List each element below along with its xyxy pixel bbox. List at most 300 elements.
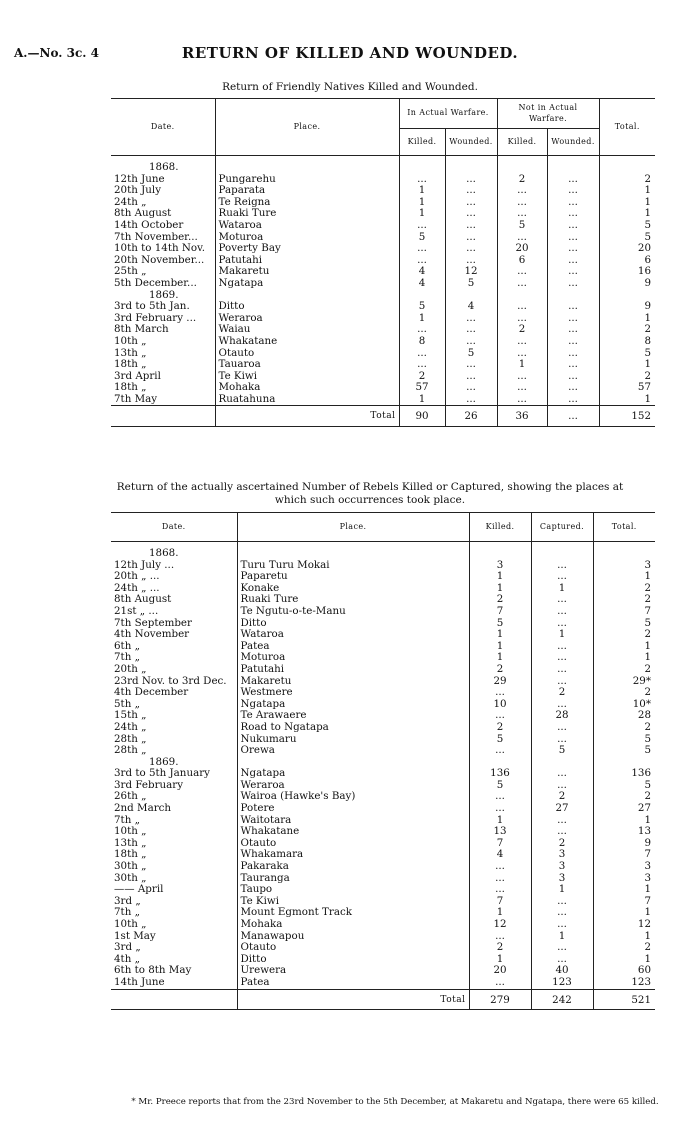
place-cell: Te Ngutu-o-te-Manu bbox=[237, 606, 469, 618]
place-cell: Pungarehu bbox=[215, 174, 399, 186]
year-label: 1869. bbox=[149, 289, 179, 301]
col-date: Date. bbox=[111, 99, 215, 156]
total-cell: 2 bbox=[599, 174, 655, 186]
captured-cell: ... bbox=[531, 699, 593, 711]
wounded-not-in-warfare-cell: ... bbox=[547, 243, 599, 255]
killed-in-warfare-cell: 5 bbox=[399, 232, 445, 244]
table-row bbox=[111, 324, 655, 336]
place-cell: Paparetu bbox=[237, 571, 469, 583]
table-row bbox=[111, 954, 655, 966]
total-cell: 3 bbox=[593, 560, 655, 572]
empty-cell bbox=[445, 290, 497, 302]
table-row bbox=[111, 965, 655, 977]
date-cell: 12th June bbox=[114, 173, 165, 185]
col-killed: Killed. bbox=[497, 128, 547, 155]
date-cell: 20th November... bbox=[114, 254, 205, 266]
captured-cell: 40 bbox=[531, 965, 593, 977]
date-cell: 3rd „ bbox=[114, 942, 141, 954]
wounded-in-warfare-cell: 4 bbox=[445, 301, 497, 313]
footnote: * Mr. Preece reports that from the 23rd November to the 5th December, at Makaretu and Ngatapa, there were 65 killed. bbox=[131, 1097, 659, 1107]
killed-in-warfare-cell: 2 bbox=[399, 371, 445, 383]
killed-in-warfare-cell: 1 bbox=[399, 185, 445, 197]
wounded-not-in-warfare-cell: ... bbox=[547, 371, 599, 383]
total-cell: 5 bbox=[593, 734, 655, 746]
total-cell: 2 bbox=[593, 722, 655, 734]
place-cell: Pakaraka bbox=[237, 861, 469, 873]
place-cell: Moturoa bbox=[215, 232, 399, 244]
killed-cell: 20 bbox=[469, 965, 531, 977]
table-row bbox=[111, 382, 655, 394]
total-cell: 3 bbox=[593, 861, 655, 873]
wounded-not-in-warfare-cell: ... bbox=[547, 220, 599, 232]
wounded-in-warfare-cell: ... bbox=[445, 197, 497, 209]
killed-not-in-warfare-cell: ... bbox=[497, 185, 547, 197]
place-cell: Tauaroa bbox=[215, 359, 399, 371]
total-cell: 3 bbox=[593, 873, 655, 885]
col-not-in-actual-warfare: Not in Actual Warfare. bbox=[497, 99, 599, 129]
place-cell: Ditto bbox=[237, 618, 469, 630]
captured-cell: 1 bbox=[531, 931, 593, 943]
table-row bbox=[111, 220, 655, 232]
total-cell: 2 bbox=[593, 664, 655, 676]
date-cell: 28th „ bbox=[114, 733, 147, 745]
killed-not-in-warfare-cell: ... bbox=[497, 266, 547, 278]
table-row bbox=[111, 803, 655, 815]
table-row bbox=[111, 815, 655, 827]
date-cell: 3rd „ bbox=[114, 895, 141, 907]
killed-cell: 1 bbox=[469, 954, 531, 966]
empty-cell bbox=[497, 162, 547, 174]
grand-total: 521 bbox=[593, 989, 655, 1010]
table-row bbox=[111, 594, 655, 606]
place-cell: Te Kiwi bbox=[215, 371, 399, 383]
captured-cell: 3 bbox=[531, 861, 593, 873]
captured-cell: ... bbox=[531, 618, 593, 630]
wounded-not-in-warfare-cell: ... bbox=[547, 266, 599, 278]
killed-not-in-warfare-cell: 2 bbox=[497, 174, 547, 186]
table-row bbox=[111, 722, 655, 734]
empty-cell bbox=[599, 162, 655, 174]
table-row bbox=[111, 768, 655, 780]
date-cell: 24th „ ... bbox=[114, 582, 160, 594]
killed-in-warfare-cell: 4 bbox=[399, 278, 445, 290]
date-cell: 20th July bbox=[114, 185, 162, 197]
date-cell: —— April bbox=[114, 884, 164, 896]
place-cell: Wataroa bbox=[215, 220, 399, 232]
date-cell: 25th „ bbox=[114, 266, 147, 278]
wounded-in-warfare-cell: ... bbox=[445, 255, 497, 267]
killed-cell: 1 bbox=[469, 815, 531, 827]
total-cell: 13 bbox=[593, 826, 655, 838]
table-row bbox=[111, 313, 655, 325]
total-cell: 1 bbox=[593, 815, 655, 827]
killed-cell: 1 bbox=[469, 907, 531, 919]
table-row bbox=[111, 873, 655, 885]
captured-cell: 28 bbox=[531, 710, 593, 722]
captured-cell: ... bbox=[531, 907, 593, 919]
total-cell: 2 bbox=[593, 687, 655, 699]
captured-cell: ... bbox=[531, 734, 593, 746]
wounded-in-warfare-cell: ... bbox=[445, 371, 497, 383]
wounded-not-in-warfare-cell: ... bbox=[547, 348, 599, 360]
table-row bbox=[111, 884, 655, 896]
table-row bbox=[111, 931, 655, 943]
killed-not-in-warfare-cell: ... bbox=[497, 394, 547, 406]
total-cell: 1 bbox=[593, 641, 655, 653]
killed-cell: ... bbox=[469, 687, 531, 699]
table-row bbox=[111, 371, 655, 383]
table-row bbox=[111, 359, 655, 371]
wounded-in-warfare-cell: ... bbox=[445, 336, 497, 348]
table-row bbox=[111, 348, 655, 360]
killed-cell: 29 bbox=[469, 676, 531, 688]
table-row bbox=[111, 734, 655, 746]
killed-cell: ... bbox=[469, 977, 531, 989]
date-cell: 4th November bbox=[114, 629, 190, 641]
place-cell: Ditto bbox=[237, 954, 469, 966]
killed-not-in-warfare-cell: ... bbox=[497, 197, 547, 209]
empty-cell bbox=[399, 162, 445, 174]
place-cell: Taupo bbox=[237, 884, 469, 896]
empty-cell bbox=[111, 406, 215, 427]
table-row bbox=[111, 907, 655, 919]
date-cell: 14th October bbox=[114, 219, 184, 231]
total-cell: 12 bbox=[593, 919, 655, 931]
killed-in-warfare-cell: 1 bbox=[399, 394, 445, 406]
total-cell: 1 bbox=[599, 394, 655, 406]
wounded-not-in-warfare-cell: ... bbox=[547, 313, 599, 325]
killed-cell: 2 bbox=[469, 664, 531, 676]
date-cell: 18th „ bbox=[114, 359, 147, 371]
date-cell: 12th July ... bbox=[114, 559, 175, 571]
grand-total: 152 bbox=[599, 406, 655, 427]
place-cell: Orewa bbox=[237, 745, 469, 757]
place-cell: Road to Ngatapa bbox=[237, 722, 469, 734]
total-cell: 2 bbox=[593, 791, 655, 803]
date-cell: 3rd February bbox=[114, 779, 184, 791]
killed-in-warfare-cell: 57 bbox=[399, 382, 445, 394]
killed-not-in-warfare-cell: 20 bbox=[497, 243, 547, 255]
killed-cell: 10 bbox=[469, 699, 531, 711]
captured-cell: ... bbox=[531, 942, 593, 954]
date-cell: 20th „ bbox=[114, 663, 147, 675]
wounded-not-in-warfare-cell: ... bbox=[547, 255, 599, 267]
date-cell: 21st „ ... bbox=[114, 605, 159, 617]
table-row bbox=[111, 336, 655, 348]
captured-cell: ... bbox=[531, 652, 593, 664]
place-cell: Otauto bbox=[215, 348, 399, 360]
place-cell: Waitotara bbox=[237, 815, 469, 827]
table-row bbox=[111, 629, 655, 641]
table-row bbox=[111, 618, 655, 630]
wounded-in-warfare-cell: ... bbox=[445, 313, 497, 325]
date-cell: 7th „ bbox=[114, 652, 140, 664]
captured-cell: ... bbox=[531, 676, 593, 688]
col-killed: Killed. bbox=[469, 513, 531, 542]
total-cell: 9 bbox=[593, 838, 655, 850]
place-cell: Otauto bbox=[237, 942, 469, 954]
killed-cell: ... bbox=[469, 861, 531, 873]
killed-in-warfare-cell: 5 bbox=[399, 301, 445, 313]
place-cell: Ruatahuna bbox=[215, 394, 399, 406]
date-cell: 6th „ bbox=[114, 640, 140, 652]
total-cell: 1 bbox=[593, 954, 655, 966]
place-cell: Mohaka bbox=[237, 919, 469, 931]
wounded-not-in-warfare-cell: ... bbox=[547, 382, 599, 394]
col-captured: Captured. bbox=[531, 513, 593, 542]
killed-cell: 7 bbox=[469, 896, 531, 908]
date-cell: 7th November... bbox=[114, 231, 198, 243]
killed-in-warfare-cell: ... bbox=[399, 174, 445, 186]
total-killed: 279 bbox=[469, 989, 531, 1010]
empty-cell bbox=[111, 989, 237, 1010]
wounded-in-warfare-cell: ... bbox=[445, 185, 497, 197]
table-row bbox=[111, 687, 655, 699]
total-row bbox=[111, 989, 655, 1010]
date-cell: 18th „ bbox=[114, 849, 147, 861]
killed-cell: 1 bbox=[469, 652, 531, 664]
empty-cell bbox=[547, 162, 599, 174]
captured-cell: ... bbox=[531, 780, 593, 792]
killed-cell: 5 bbox=[469, 618, 531, 630]
table-row bbox=[111, 583, 655, 595]
year-label: 1868. bbox=[149, 162, 179, 173]
date-cell: 10th „ bbox=[114, 919, 147, 930]
year-row bbox=[111, 162, 655, 174]
wounded-in-warfare-cell: ... bbox=[445, 208, 497, 220]
killed-cell: ... bbox=[469, 745, 531, 757]
wounded-not-in-warfare-cell: ... bbox=[547, 394, 599, 406]
killed-cell: 7 bbox=[469, 606, 531, 618]
killed-in-warfare-cell: ... bbox=[399, 324, 445, 336]
col-place: Place. bbox=[215, 99, 399, 156]
table-row bbox=[111, 896, 655, 908]
total-cell: 5 bbox=[593, 780, 655, 792]
date-cell: 3rd to 5th January bbox=[114, 768, 210, 780]
date-cell: 5th December... bbox=[114, 277, 197, 289]
empty-cell bbox=[531, 548, 593, 560]
place-cell: Mohaka bbox=[215, 382, 399, 394]
total-cell: 5 bbox=[599, 232, 655, 244]
total-captured: 242 bbox=[531, 989, 593, 1010]
place-cell: Patutahi bbox=[237, 664, 469, 676]
place-cell: Te Reigna bbox=[215, 197, 399, 209]
table-row bbox=[111, 266, 655, 278]
date-cell: 20th „ ... bbox=[114, 571, 160, 583]
total-cell: 2 bbox=[593, 583, 655, 595]
killed-cell: 5 bbox=[469, 734, 531, 746]
captured-cell: 123 bbox=[531, 977, 593, 989]
place-cell: Whakatane bbox=[237, 826, 469, 838]
total-label: Total bbox=[215, 406, 399, 427]
killed-cell: 5 bbox=[469, 780, 531, 792]
date-cell: 7th „ bbox=[114, 814, 140, 826]
killed-not-in-warfare-cell: 1 bbox=[497, 359, 547, 371]
wounded-in-warfare-cell: ... bbox=[445, 174, 497, 186]
total-cell: 28 bbox=[593, 710, 655, 722]
total-cell: 29* bbox=[593, 676, 655, 688]
place-cell: Nukumaru bbox=[237, 734, 469, 746]
empty-cell bbox=[215, 290, 399, 302]
table-row bbox=[111, 710, 655, 722]
wounded-not-in-warfare-cell: ... bbox=[547, 324, 599, 336]
table-row bbox=[111, 208, 655, 220]
table-row bbox=[111, 301, 655, 313]
total-cell: 123 bbox=[593, 977, 655, 989]
place-cell: Wairoa (Hawke's Bay) bbox=[237, 791, 469, 803]
killed-cell: 1 bbox=[469, 629, 531, 641]
total-cell: 1 bbox=[599, 359, 655, 371]
date-cell: 14th June bbox=[114, 976, 165, 988]
wounded-not-in-warfare-cell: ... bbox=[547, 278, 599, 290]
wounded-in-warfare-cell: 5 bbox=[445, 278, 497, 290]
place-cell: Paparata bbox=[215, 185, 399, 197]
empty-cell bbox=[237, 548, 469, 560]
place-cell: Ruaki Ture bbox=[237, 594, 469, 606]
empty-cell bbox=[547, 290, 599, 302]
killed-not-in-warfare-cell: ... bbox=[497, 208, 547, 220]
killed-in-warfare-cell: ... bbox=[399, 243, 445, 255]
table-row bbox=[111, 664, 655, 676]
total-cell: 7 bbox=[593, 606, 655, 618]
empty-cell bbox=[399, 290, 445, 302]
place-cell: Turu Turu Mokai bbox=[237, 560, 469, 572]
killed-not-in-warfare-cell: 2 bbox=[497, 324, 547, 336]
col-date: Date. bbox=[111, 513, 237, 542]
captured-cell: 27 bbox=[531, 803, 593, 815]
table-row bbox=[111, 977, 655, 989]
date-cell: 8th August bbox=[114, 208, 172, 220]
killed-cell: 13 bbox=[469, 826, 531, 838]
empty-cell bbox=[215, 162, 399, 174]
total-label: Total bbox=[237, 989, 469, 1010]
total-cell: 1 bbox=[599, 197, 655, 209]
date-cell: 18th „ bbox=[114, 382, 147, 394]
wounded-not-in-warfare-cell: ... bbox=[547, 208, 599, 220]
date-cell: 10th to 14th Nov. bbox=[114, 243, 205, 255]
year-row bbox=[111, 757, 655, 769]
wounded-in-warfare-cell: ... bbox=[445, 359, 497, 371]
total-cell: 27 bbox=[593, 803, 655, 815]
captured-cell: 3 bbox=[531, 873, 593, 885]
place-cell: Moturoa bbox=[237, 652, 469, 664]
killed-not-in-warfare-cell: ... bbox=[497, 301, 547, 313]
empty-cell bbox=[593, 757, 655, 769]
place-cell: Westmere bbox=[237, 687, 469, 699]
place-cell: Otauto bbox=[237, 838, 469, 850]
total-cell: 57 bbox=[599, 382, 655, 394]
total-cell: 6 bbox=[599, 255, 655, 267]
date-cell: 28th „ bbox=[114, 745, 147, 757]
table-row bbox=[111, 826, 655, 838]
captured-cell: ... bbox=[531, 896, 593, 908]
wounded-not-in-warfare-cell: ... bbox=[547, 197, 599, 209]
empty-cell bbox=[237, 757, 469, 769]
place-cell: Makaretu bbox=[237, 676, 469, 688]
table-row bbox=[111, 394, 655, 406]
captured-cell: ... bbox=[531, 594, 593, 606]
killed-cell: 4 bbox=[469, 849, 531, 861]
wounded-not-in-warfare-cell: ... bbox=[547, 174, 599, 186]
killed-in-warfare-cell: 1 bbox=[399, 208, 445, 220]
col-in-actual-warfare: In Actual Warfare. bbox=[399, 99, 497, 129]
total-cell: 5 bbox=[599, 220, 655, 232]
place-cell: Tauranga bbox=[237, 873, 469, 885]
col-total: Total. bbox=[593, 513, 655, 542]
killed-cell: ... bbox=[469, 791, 531, 803]
date-cell: 7th May bbox=[114, 393, 158, 405]
total-cell: 2 bbox=[593, 629, 655, 641]
date-cell: 3rd February ... bbox=[114, 312, 197, 324]
date-cell: 4th December bbox=[114, 687, 189, 699]
total-cell: 60 bbox=[593, 965, 655, 977]
table-row bbox=[111, 699, 655, 711]
wounded-in-warfare-cell: ... bbox=[445, 243, 497, 255]
captured-cell: ... bbox=[531, 571, 593, 583]
killed-not-in-warfare-cell: ... bbox=[497, 382, 547, 394]
place-cell: Weraroa bbox=[215, 313, 399, 325]
place-cell: Whakatane bbox=[215, 336, 399, 348]
wounded-not-in-warfare-cell: ... bbox=[547, 359, 599, 371]
killed-cell: 1 bbox=[469, 583, 531, 595]
killed-in-warfare-cell: ... bbox=[399, 255, 445, 267]
place-cell: Waiau bbox=[215, 324, 399, 336]
killed-cell: 136 bbox=[469, 768, 531, 780]
table-row bbox=[111, 232, 655, 244]
date-cell: 5th „ bbox=[114, 698, 140, 710]
place-cell: Konake bbox=[237, 583, 469, 595]
empty-cell bbox=[593, 548, 655, 560]
total-cell: 10* bbox=[593, 699, 655, 711]
col-total: Total. bbox=[599, 99, 655, 156]
year-label: 1868. bbox=[149, 548, 179, 559]
date-cell: 10th „ bbox=[114, 335, 147, 347]
page-title: RETURN OF KILLED AND WOUNDED. bbox=[181, 44, 519, 62]
killed-not-in-warfare-cell: ... bbox=[497, 371, 547, 383]
killed-cell: 12 bbox=[469, 919, 531, 931]
place-cell: Poverty Bay bbox=[215, 243, 399, 255]
wounded-not-in-warfare-cell: ... bbox=[547, 232, 599, 244]
killed-cell: 1 bbox=[469, 571, 531, 583]
year-row bbox=[111, 290, 655, 302]
total-killed-in-warfare: 90 bbox=[399, 406, 445, 427]
place-cell: Urewera bbox=[237, 965, 469, 977]
date-cell: 8th March bbox=[114, 324, 169, 336]
wounded-not-in-warfare-cell: ... bbox=[547, 185, 599, 197]
place-cell: Potere bbox=[237, 803, 469, 815]
killed-cell: ... bbox=[469, 873, 531, 885]
place-cell: Te Kiwi bbox=[237, 896, 469, 908]
killed-cell: 1 bbox=[469, 641, 531, 653]
table-row bbox=[111, 174, 655, 186]
place-cell: Ngatapa bbox=[215, 278, 399, 290]
place-cell: Mount Egmont Track bbox=[237, 907, 469, 919]
date-cell: 2nd March bbox=[114, 803, 172, 815]
date-cell: 24th „ bbox=[114, 721, 147, 733]
wounded-in-warfare-cell: ... bbox=[445, 220, 497, 232]
captured-cell: ... bbox=[531, 815, 593, 827]
killed-in-warfare-cell: ... bbox=[399, 359, 445, 371]
place-cell: Patea bbox=[237, 977, 469, 989]
empty-cell bbox=[497, 290, 547, 302]
total-killed-not-in-warfare: 36 bbox=[497, 406, 547, 427]
killed-not-in-warfare-cell: ... bbox=[497, 232, 547, 244]
col-place: Place. bbox=[237, 513, 469, 542]
year-row bbox=[111, 548, 655, 560]
col-killed: Killed. bbox=[399, 128, 445, 155]
killed-cell: ... bbox=[469, 884, 531, 896]
table-row bbox=[111, 676, 655, 688]
